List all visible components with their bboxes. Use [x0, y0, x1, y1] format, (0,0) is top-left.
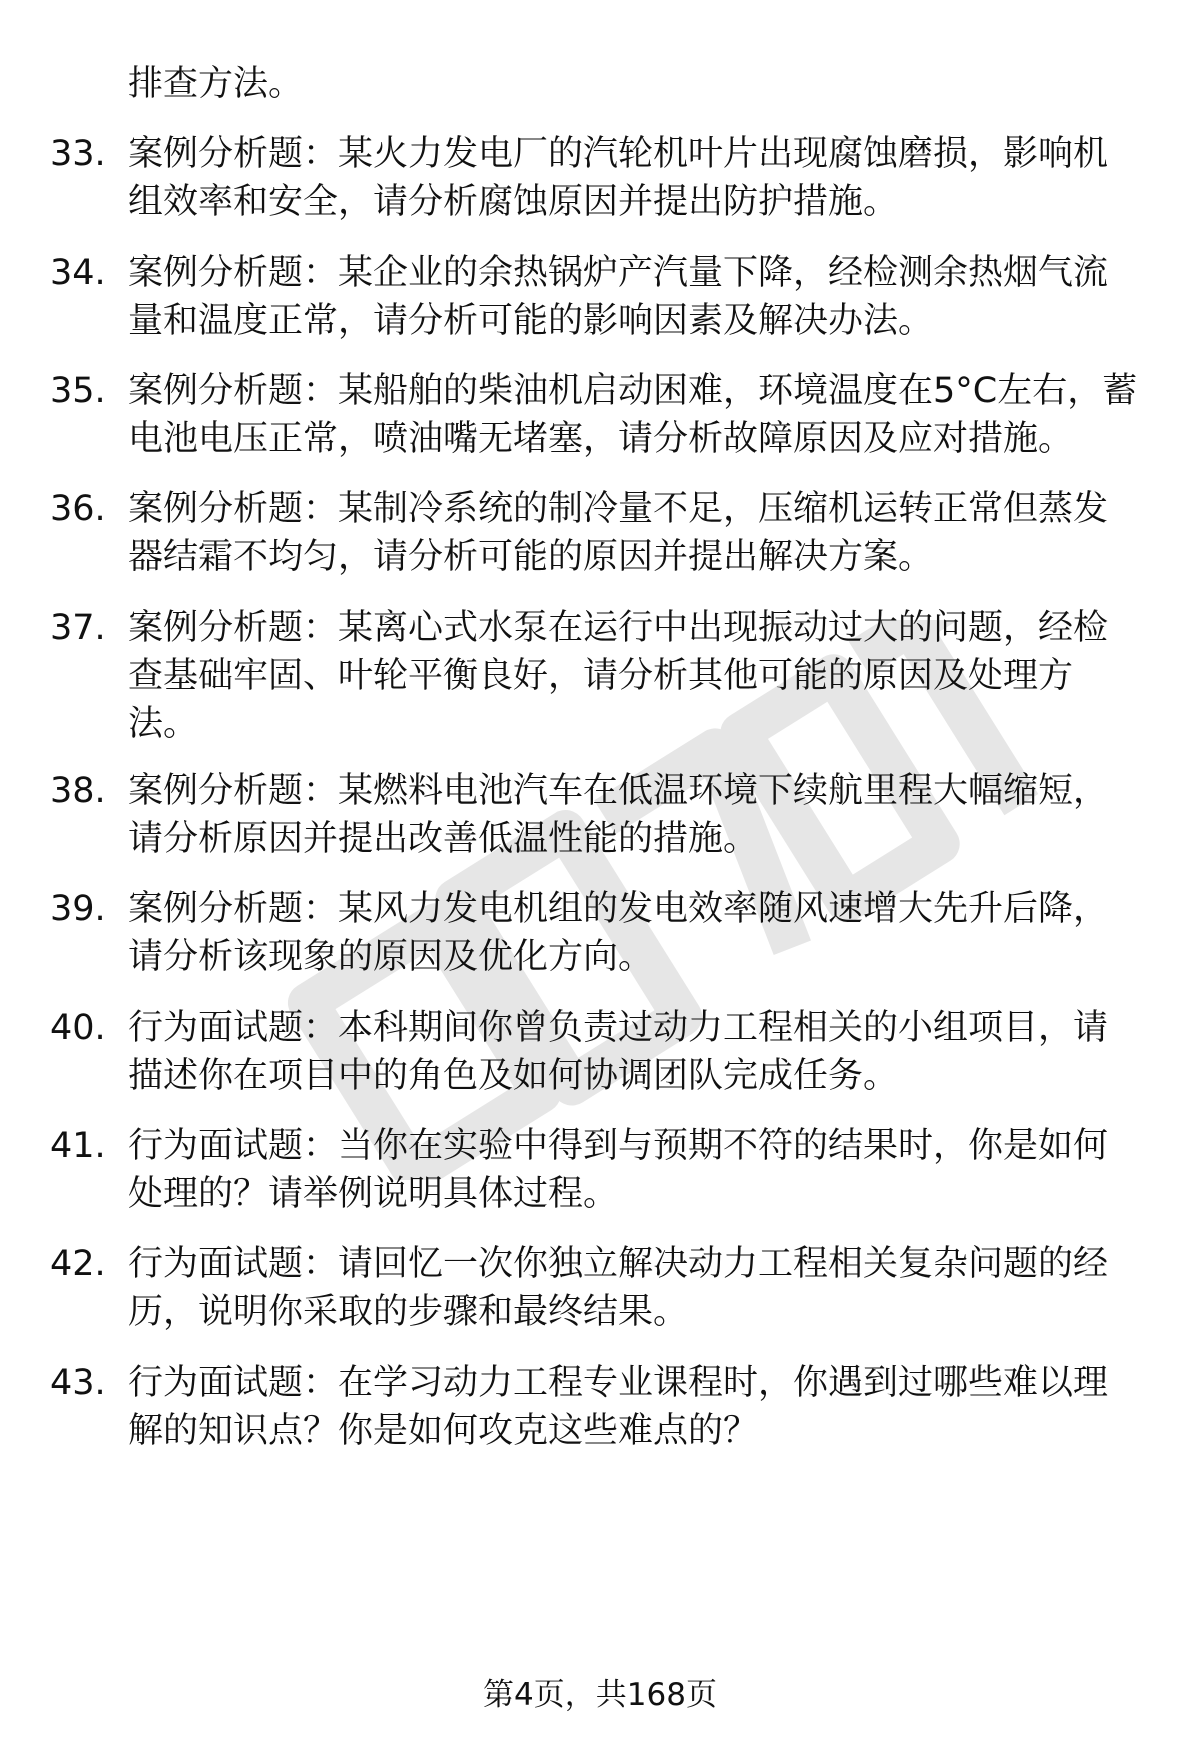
question-number: 41.	[50, 1126, 106, 1166]
question-number: 37.	[50, 608, 106, 648]
question-text: 行为面试题：本科期间你曾负责过动力工程相关的小组项目，请 描述你在项目中的角色及如何协调团队完成任务。	[128, 1008, 1109, 1096]
question-text: 行为面试题：请回忆一次你独立解决动力工程相关复杂问题的经 历，说明你采取的步骤和最终结果。	[128, 1244, 1109, 1332]
question-number: 35.	[50, 371, 106, 411]
question-text: 案例分析题：某离心式水泵在运行中出现振动过大的问题，经检 查基础牢固、叶轮平衡良好，请分析其他可能的原因及处理方 法。	[128, 608, 1109, 744]
question-number: 36.	[50, 489, 106, 529]
question-number: 38.	[50, 771, 106, 811]
question-number: 33.	[50, 134, 106, 174]
question-number: 43.	[50, 1363, 106, 1403]
continuation-text: 排查方法。	[128, 64, 304, 104]
question-text: 案例分析题：某船舶的柴油机启动困难，环境温度在5°C左右，蓄 电池电压正常，喷油嘴无堵塞，请分析故障原因及应对措施。	[128, 371, 1138, 459]
question-text: 案例分析题：某燃料电池汽车在低温环境下续航里程大幅缩短， 请分析原因并提出改善低温性能的措施。	[128, 771, 1109, 859]
question-text: 案例分析题：某企业的余热锅炉产汽量下降，经检测余热烟气流 量和温度正常，请分析可能的影响因素及解决办法。	[128, 253, 1109, 341]
question-number: 34.	[50, 253, 106, 293]
question-text: 行为面试题：在学习动力工程专业课程时，你遇到过哪些难以理 解的知识点？你是如何攻克这些难点的？	[128, 1363, 1109, 1451]
question-text: 案例分析题：某火力发电厂的汽轮机叶片出现腐蚀磨损，影响机 组效率和安全，请分析腐蚀原因并提出防护措施。	[128, 134, 1109, 222]
page-footer: 第4页，共168页	[483, 1677, 717, 1713]
question-number: 39.	[50, 889, 106, 929]
question-text: 案例分析题：某制冷系统的制冷量不足，压缩机运转正常但蒸发 器结霜不均匀，请分析可能的原因并提出解决方案。	[128, 489, 1109, 577]
question-number: 40.	[50, 1008, 106, 1048]
question-number: 42.	[50, 1244, 106, 1284]
question-text: 行为面试题：当你在实验中得到与预期不符的结果时，你是如何 处理的？请举例说明具体过程。	[128, 1126, 1109, 1214]
question-text: 案例分析题：某风力发电机组的发电效率随风速增大先升后降， 请分析该现象的原因及优化方向。	[128, 889, 1109, 977]
